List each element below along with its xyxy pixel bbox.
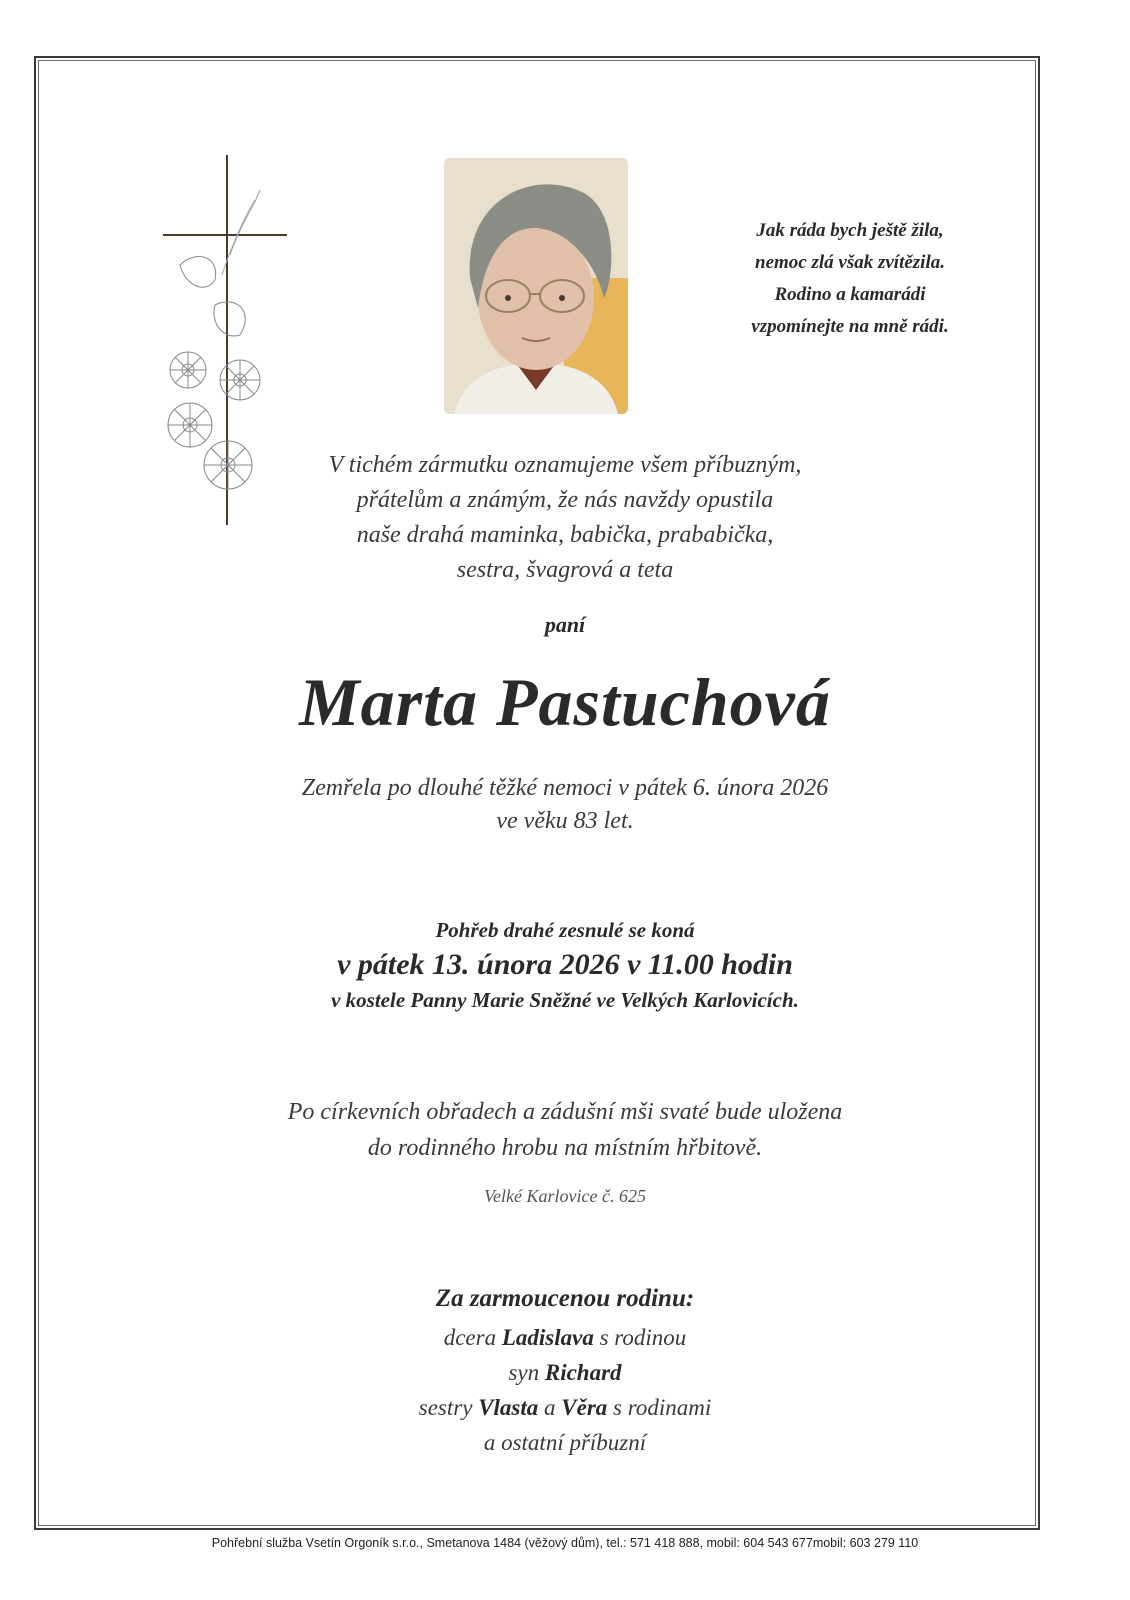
family-title: Za zarmoucenou rodinu: — [435, 1285, 695, 1312]
funeral-label: Pohřeb drahé zesnulé se koná — [435, 918, 695, 942]
poem-line: vzpomínejte na mně rádi. — [751, 316, 949, 337]
address: Velké Karlovice č. 625 — [484, 1186, 646, 1206]
announcement-line: naše drahá maminka, babička, prababička, — [356, 522, 774, 548]
family-list — [0, 1320, 1130, 1460]
burial-line: Po církevních obřadech a zádušní mši svaté bude uložena — [287, 1099, 843, 1125]
relation: sestry — [418, 1395, 473, 1420]
burial-info — [0, 1094, 1130, 1166]
relative-name: Ladislava — [501, 1325, 594, 1350]
announcement-line: V tichém zármutku oznamujeme všem příbuzným, — [328, 452, 802, 478]
relation: dcera — [443, 1325, 497, 1350]
announcement-line: přátelům a známým, že nás navždy opustila — [356, 487, 774, 513]
portrait-photo — [444, 158, 628, 414]
death-line: ve věku 83 let. — [496, 808, 634, 834]
poem-line: Rodino a kamarádi — [774, 284, 926, 305]
death-info — [0, 772, 1130, 838]
footer-funeral-service: Pohřební služba Vsetín Orgoník s.r.o., Smetanova 1484 (věžový dům), tel.: 571 418 888, mobil: 604 543 677mobil: 603 279 110 — [211, 1536, 919, 1550]
funeral-place: v kostele Panny Marie Sněžné ve Velkých Karlovicích. — [331, 988, 799, 1012]
honorific: paní — [544, 612, 586, 637]
conjunction: a — [544, 1395, 556, 1420]
announcement-text — [0, 448, 1130, 588]
family-row — [0, 1355, 1130, 1390]
relation-suffix: s rodinou — [599, 1325, 687, 1350]
death-line: Zemřela po dlouhé těžké nemoci v pátek 6. února 2026 — [301, 775, 829, 801]
relative-name: Věra — [561, 1395, 608, 1420]
relative-name: Richard — [544, 1360, 622, 1385]
family-row: a ostatní příbuzní — [483, 1430, 647, 1455]
funeral-date: v pátek 13. února 2026 v 11.00 hodin — [337, 948, 793, 981]
family-row — [0, 1390, 1130, 1425]
announcement-line: sestra, švagrová a teta — [456, 557, 674, 583]
deceased-name: Marta Pastuchová — [299, 664, 831, 740]
family-row — [0, 1320, 1130, 1355]
poem — [700, 215, 1000, 343]
poem-line: nemoc zlá však zvítězila. — [755, 252, 945, 273]
burial-line: do rodinného hrobu na místním hřbitově. — [367, 1135, 763, 1161]
poem-line: Jak ráda bych ještě žila, — [756, 220, 944, 241]
relation-suffix: s rodinami — [613, 1395, 712, 1420]
relation: syn — [508, 1360, 540, 1385]
relative-name: Vlasta — [478, 1395, 539, 1420]
